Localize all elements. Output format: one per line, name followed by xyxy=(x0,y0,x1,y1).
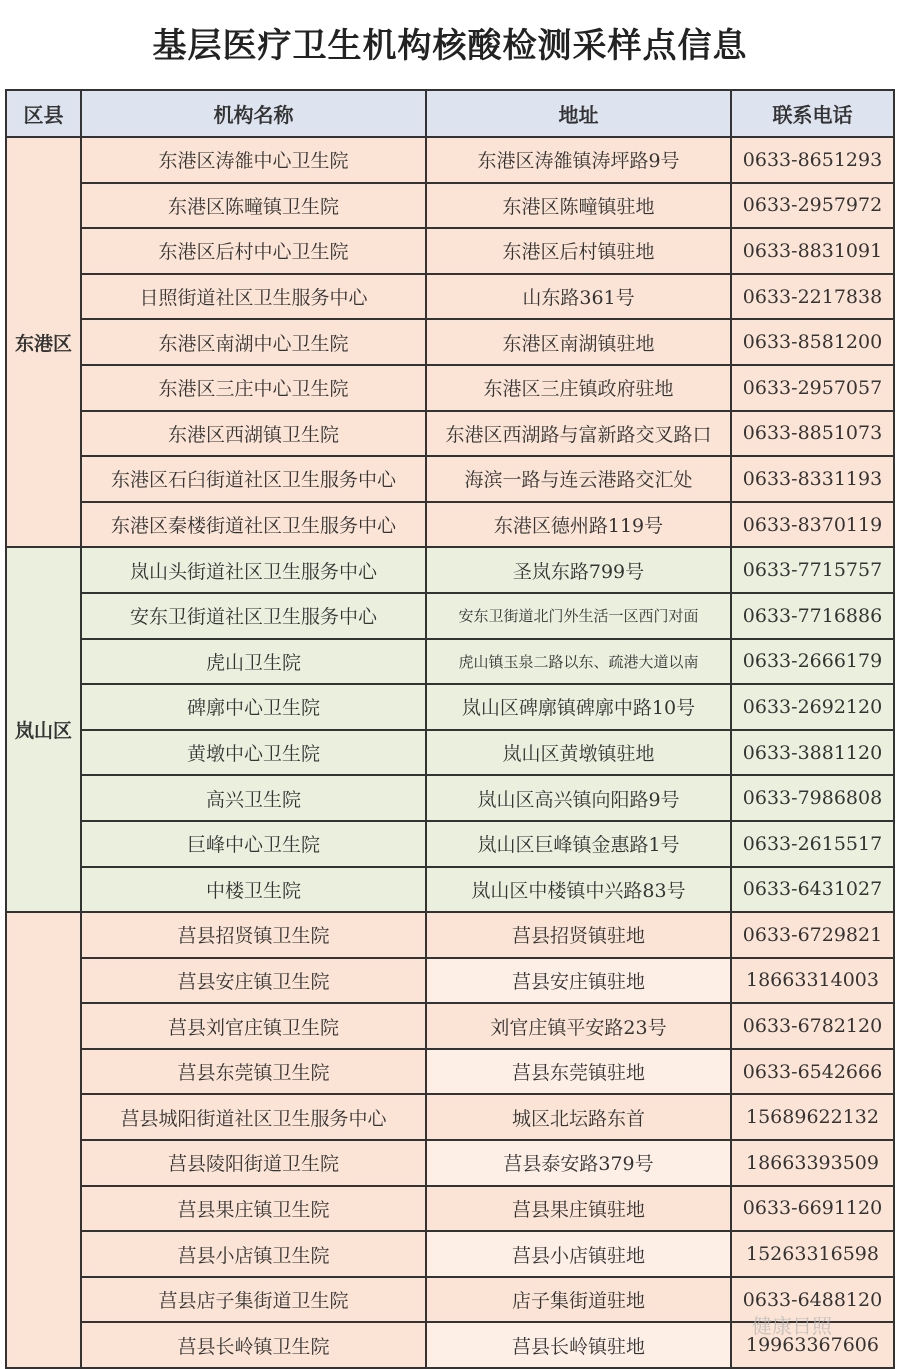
table-row xyxy=(6,274,894,320)
institution-name-cell: 莒县刘官庄镇卫生院 xyxy=(81,1003,426,1049)
institution-name-cell: 莒县城阳街道社区卫生服务中心 xyxy=(81,1094,426,1140)
institution-name-cell: 莒县小店镇卫生院 xyxy=(81,1231,426,1277)
phone-cell: 0633-2217838 xyxy=(731,274,894,320)
institution-name-cell: 东港区秦楼街道社区卫生服务中心 xyxy=(81,502,426,548)
table-row xyxy=(6,502,894,548)
address-cell: 虎山镇玉泉二路以东、疏港大道以南 xyxy=(426,639,731,685)
table-row xyxy=(6,1231,894,1277)
phone-cell: 0633-7715757 xyxy=(731,547,894,593)
phone-cell: 0633-6542666 xyxy=(731,1049,894,1095)
phone-cell: 0633-8331193 xyxy=(731,456,894,502)
address-cell: 刘官庄镇平安路23号 xyxy=(426,1003,731,1049)
institution-name-cell: 东港区西湖镇卫生院 xyxy=(81,411,426,457)
institution-name-cell: 东港区南湖中心卫生院 xyxy=(81,319,426,365)
phone-cell: 0633-2957972 xyxy=(731,183,894,229)
institution-name-cell: 安东卫街道社区卫生服务中心 xyxy=(81,593,426,639)
phone-cell: 15689622132 xyxy=(731,1094,894,1140)
phone-cell: 0633-8831091 xyxy=(731,228,894,274)
address-cell: 岚山区黄墩镇驻地 xyxy=(426,730,731,776)
address-cell: 东港区德州路119号 xyxy=(426,502,731,548)
phone-cell: 0633-7986808 xyxy=(731,775,894,821)
address-cell: 东港区南湖镇驻地 xyxy=(426,319,731,365)
address-cell: 东港区西湖路与富新路交叉路口 xyxy=(426,411,731,457)
address-cell: 东港区三庄镇政府驻地 xyxy=(426,365,731,411)
phone-cell: 0633-3881120 xyxy=(731,730,894,776)
institution-name-cell: 高兴卫生院 xyxy=(81,775,426,821)
institution-name-cell: 莒县店子集街道卫生院 xyxy=(81,1277,426,1323)
phone-cell: 0633-8651293 xyxy=(731,137,894,183)
table-row xyxy=(6,411,894,457)
institution-name-cell: 岚山头街道社区卫生服务中心 xyxy=(81,547,426,593)
phone-cell: 0633-2615517 xyxy=(731,821,894,867)
address-cell: 莒县小店镇驻地 xyxy=(426,1231,731,1277)
phone-cell: 0633-7716886 xyxy=(731,593,894,639)
district-cell: 东港区 xyxy=(6,137,81,547)
address-cell: 莒县安庄镇驻地 xyxy=(426,958,731,1004)
address-cell: 莒县招贤镇驻地 xyxy=(426,912,731,958)
institution-name-cell: 日照街道社区卫生服务中心 xyxy=(81,274,426,320)
sampling-sites-table xyxy=(5,89,895,1369)
address-cell: 莒县泰安路379号 xyxy=(426,1140,731,1186)
phone-cell: 0633-6691120 xyxy=(731,1186,894,1232)
institution-name-cell: 东港区三庄中心卫生院 xyxy=(81,365,426,411)
institution-name-cell: 东港区石臼街道社区卫生服务中心 xyxy=(81,456,426,502)
table-row xyxy=(6,867,894,913)
table-row xyxy=(6,137,894,183)
phone-cell: 18663314003 xyxy=(731,958,894,1004)
address-cell: 城区北坛路东首 xyxy=(426,1094,731,1140)
table-row xyxy=(6,821,894,867)
table-row xyxy=(6,639,894,685)
institution-name-cell: 莒县招贤镇卫生院 xyxy=(81,912,426,958)
table-row xyxy=(6,1186,894,1232)
header-address: 地址 xyxy=(426,90,731,137)
table-row xyxy=(6,365,894,411)
address-cell: 莒县果庄镇驻地 xyxy=(426,1186,731,1232)
institution-name-cell: 莒县长岭镇卫生院 xyxy=(81,1322,426,1368)
institution-name-cell: 莒县安庄镇卫生院 xyxy=(81,958,426,1004)
phone-cell: 0633-8581200 xyxy=(731,319,894,365)
table-row xyxy=(6,183,894,229)
institution-name-cell: 巨峰中心卫生院 xyxy=(81,821,426,867)
watermark: 健康日照 xyxy=(752,1314,832,1338)
table-row xyxy=(6,319,894,365)
institution-name-cell: 东港区陈疃镇卫生院 xyxy=(81,183,426,229)
address-cell: 岚山区巨峰镇金惠路1号 xyxy=(426,821,731,867)
phone-cell: 0633-2957057 xyxy=(731,365,894,411)
address-cell: 莒县东莞镇驻地 xyxy=(426,1049,731,1095)
phone-cell: 19963367606 xyxy=(731,1322,894,1368)
page-title: 基层医疗卫生机构核酸检测采样点信息 xyxy=(152,26,748,66)
address-cell: 东港区后村镇驻地 xyxy=(426,228,731,274)
phone-cell: 18663393509 xyxy=(731,1140,894,1186)
phone-cell: 0633-6782120 xyxy=(731,1003,894,1049)
phone-cell: 0633-6488120 xyxy=(731,1277,894,1323)
phone-cell: 0633-2692120 xyxy=(731,684,894,730)
table-row xyxy=(6,958,894,1004)
address-cell: 海滨一路与连云港路交汇处 xyxy=(426,456,731,502)
table-row xyxy=(6,1094,894,1140)
table-row xyxy=(6,228,894,274)
address-cell: 店子集街道驻地 xyxy=(426,1277,731,1323)
address-cell: 岚山区中楼镇中兴路83号 xyxy=(426,867,731,913)
address-cell: 东港区陈疃镇驻地 xyxy=(426,183,731,229)
institution-name-cell: 莒县果庄镇卫生院 xyxy=(81,1186,426,1232)
table-row xyxy=(6,593,894,639)
table-row xyxy=(6,775,894,821)
phone-cell: 0633-8370119 xyxy=(731,502,894,548)
table-row xyxy=(6,1140,894,1186)
address-cell: 莒县长岭镇驻地 xyxy=(426,1322,731,1368)
header-institution-name: 机构名称 xyxy=(81,90,426,137)
institution-name-cell: 莒县东莞镇卫生院 xyxy=(81,1049,426,1095)
table-row xyxy=(6,684,894,730)
address-cell: 岚山区碑廓镇碑廓中路10号 xyxy=(426,684,731,730)
phone-cell: 0633-2666179 xyxy=(731,639,894,685)
address-cell: 山东路361号 xyxy=(426,274,731,320)
institution-name-cell: 中楼卫生院 xyxy=(81,867,426,913)
address-cell: 岚山区高兴镇向阳路9号 xyxy=(426,775,731,821)
address-cell: 安东卫街道北门外生活一区西门对面 xyxy=(426,593,731,639)
phone-cell: 0633-6431027 xyxy=(731,867,894,913)
institution-name-cell: 黄墩中心卫生院 xyxy=(81,730,426,776)
institution-name-cell: 东港区后村中心卫生院 xyxy=(81,228,426,274)
address-cell: 东港区涛雒镇涛坪路9号 xyxy=(426,137,731,183)
table-row xyxy=(6,1003,894,1049)
table-header-row xyxy=(6,90,894,137)
header-district: 区县 xyxy=(6,90,81,137)
phone-cell: 0633-6729821 xyxy=(731,912,894,958)
district-cell xyxy=(6,912,81,1368)
address-cell: 圣岚东路799号 xyxy=(426,547,731,593)
phone-cell: 0633-8851073 xyxy=(731,411,894,457)
institution-name-cell: 虎山卫生院 xyxy=(81,639,426,685)
header-phone: 联系电话 xyxy=(731,90,894,137)
table-row xyxy=(6,730,894,776)
table-row xyxy=(6,912,894,958)
institution-name-cell: 碑廓中心卫生院 xyxy=(81,684,426,730)
phone-cell: 15263316598 xyxy=(731,1231,894,1277)
table-row xyxy=(6,456,894,502)
institution-name-cell: 东港区涛雒中心卫生院 xyxy=(81,137,426,183)
district-cell: 岚山区 xyxy=(6,547,81,912)
institution-name-cell: 莒县陵阳街道卫生院 xyxy=(81,1140,426,1186)
table-row xyxy=(6,547,894,593)
table-row xyxy=(6,1049,894,1095)
